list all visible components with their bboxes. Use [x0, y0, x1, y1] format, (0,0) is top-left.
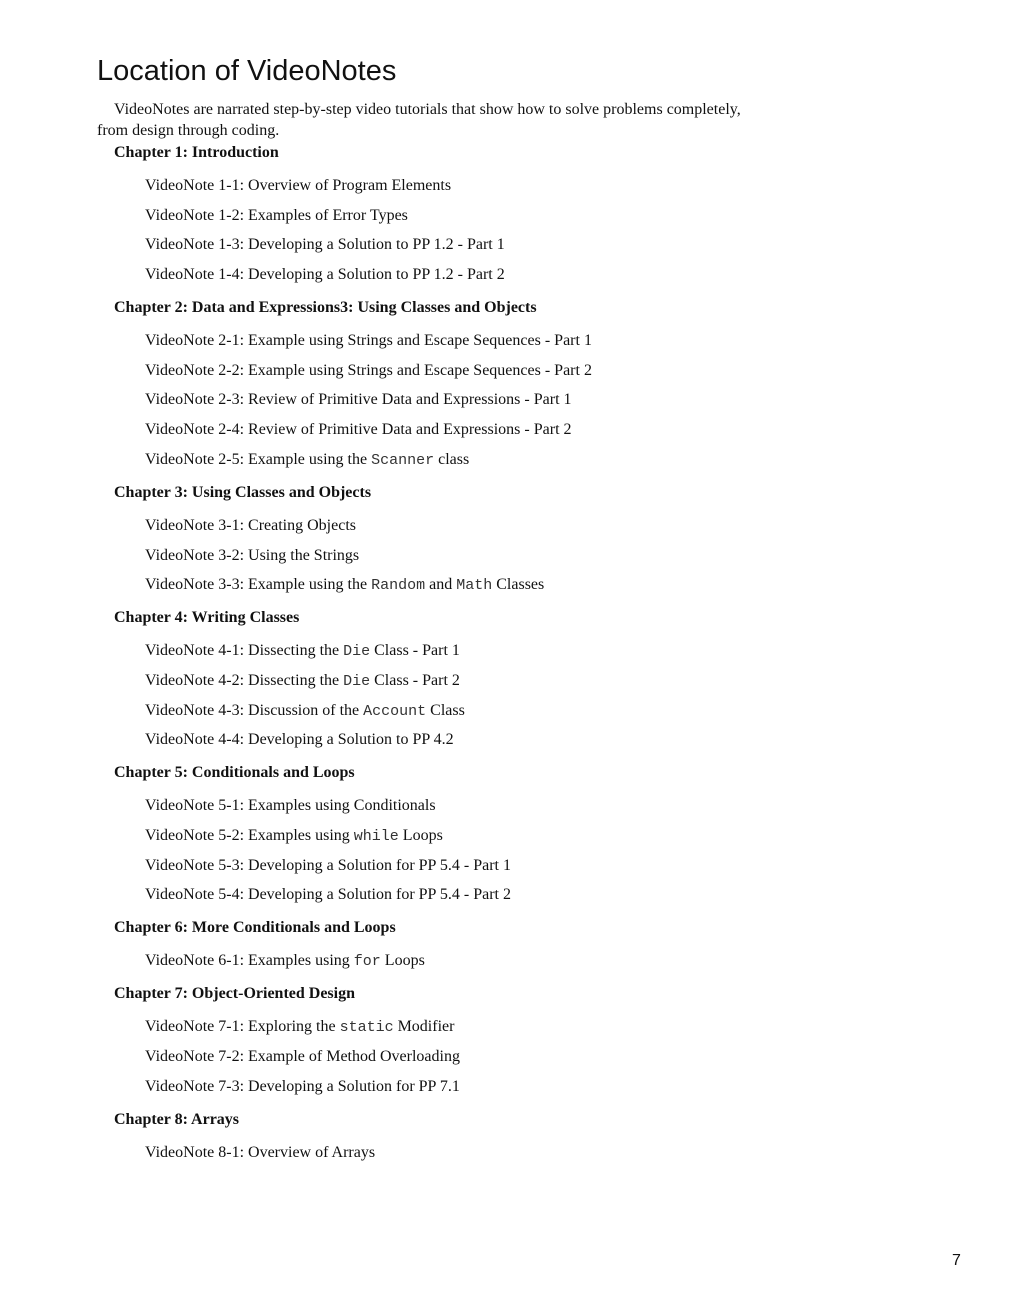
videonote-list: [114, 175, 874, 285]
videonote-text: Loops: [398, 826, 443, 844]
videonote-item: [145, 729, 874, 750]
code-term: while: [353, 827, 399, 845]
videonote-text: VideoNote 5-2: Examples using: [145, 826, 354, 844]
code-term: Scanner: [371, 451, 435, 469]
videonote-text: VideoNote 1-3: Developing a Solution to PP 1.2 - Part 1: [145, 236, 505, 254]
code-term: Math: [456, 577, 493, 595]
videonote-text: VideoNote 2-3: Review of Primitive Data and Expressions - Part 1: [145, 391, 572, 409]
videonote-text: and: [425, 576, 457, 594]
videonote-item: [145, 175, 874, 196]
videonote-text: VideoNote 5-3: Developing a Solution for PP 5.4 - Part 1: [145, 856, 511, 874]
videonote-item: [145, 449, 874, 470]
videonote-item: [145, 545, 874, 566]
code-term: static: [339, 1019, 394, 1037]
videonote-text: VideoNote 7-2: Example of Method Overloading: [145, 1048, 460, 1065]
videonote-list: [114, 795, 874, 905]
videonote-item: [145, 1016, 874, 1037]
videonote-item: [145, 795, 874, 816]
chapter-heading: Chapter 4: Writing Classes: [114, 609, 300, 627]
videonote-list: [114, 330, 874, 470]
videonote-text: VideoNote 8-1: Overview of Arrays: [145, 1143, 376, 1161]
videonote-text: VideoNote 3-1: Creating Objects: [145, 516, 356, 534]
videonote-item: [145, 670, 874, 691]
videonote-text: VideoNote 1-1: Overview of Program Elements: [145, 177, 452, 194]
videonote-item: [145, 360, 874, 381]
videonote-text: VideoNote 5-1: Examples using Conditionals: [145, 797, 436, 815]
videonote-item: [145, 855, 874, 876]
videonote-text: Loops: [380, 952, 425, 970]
videonote-item: [145, 1046, 874, 1067]
videonote-text: VideoNote 1-4: Developing a Solution to PP 1.2 - Part 2: [145, 266, 505, 284]
videonote-text: VideoNote 2-4: Review of Primitive Data and Expressions - Part 2: [145, 421, 572, 439]
videonote-text: class: [434, 450, 470, 468]
videonote-item: [145, 1142, 874, 1163]
videonote-item: [145, 205, 874, 226]
videonote-text: Class: [426, 701, 465, 719]
code-term: for: [353, 953, 381, 971]
intro-paragraph: VideoNotes are narrated step-by-step video tutorials that show how to solve problems completely, from design through coding.: [97, 101, 741, 139]
chapter-heading: Chapter 6: More Conditionals and Loops: [114, 919, 396, 937]
videonote-item: [145, 640, 874, 661]
videonote-text: Modifier: [393, 1018, 455, 1036]
code-term: Random: [371, 577, 426, 595]
chapter-heading: Chapter 3: Using Classes and Objects: [114, 483, 372, 501]
videonote-text: VideoNote 4-1: Dissecting the: [145, 642, 344, 660]
videonote-item: [145, 700, 874, 721]
videonote-item: [145, 825, 874, 846]
videonote-item: [145, 884, 874, 905]
videonote-list: [114, 1016, 874, 1096]
chapter-heading: Chapter 8: Arrays: [114, 1110, 240, 1128]
videonote-text: VideoNote 6-1: Examples using: [145, 952, 354, 970]
chapter-heading: Chapter 5: Conditionals and Loops: [114, 764, 355, 782]
videonote-item: [145, 950, 874, 971]
videonote-item: [145, 419, 874, 440]
page-title: Location of VideoNotes: [97, 55, 397, 87]
videonote-item: [145, 264, 874, 285]
videonote-list: [114, 950, 874, 971]
videonote-text: Class - Part 1: [370, 642, 460, 660]
videonote-item: [145, 574, 874, 595]
videonote-text: VideoNote 7-1: Exploring the: [145, 1018, 340, 1036]
chapter-heading: Chapter 2: Data and Expressions3: Using Classes and Objects: [114, 299, 537, 317]
videonote-list: [114, 1142, 874, 1163]
videonote-item: [145, 1076, 874, 1097]
videonote-text: VideoNote 2-1: Example using Strings and Escape Sequences - Part 1: [145, 332, 592, 350]
page-number: 7: [952, 1252, 961, 1269]
videonote-item: [145, 234, 874, 255]
videonote-text: VideoNote 1-2: Examples of Error Types: [145, 206, 408, 224]
videonote-list: [114, 515, 874, 595]
videonote-text: VideoNote 2-2: Example using Strings and Escape Sequences - Part 2: [145, 361, 592, 379]
chapter-heading: Chapter 7: Object-Oriented Design: [114, 985, 355, 1003]
videonote-text: Class - Part 2: [370, 671, 460, 689]
code-term: Account: [363, 702, 427, 720]
code-term: Die: [343, 672, 371, 690]
videonote-text: VideoNote 4-3: Discussion of the: [145, 701, 364, 719]
videonote-item: [145, 330, 874, 351]
videonote-text: VideoNote 5-4: Developing a Solution for PP 5.4 - Part 2: [145, 886, 511, 904]
videonote-item: [145, 389, 874, 410]
videonote-text: VideoNote 7-3: Developing a Solution for PP 7.1: [145, 1077, 460, 1095]
videonote-text: Classes: [492, 576, 545, 594]
videonote-text: VideoNote 3-2: Using the Strings: [145, 546, 360, 564]
videonote-text: VideoNote 4-4: Developing a Solution to PP 4.2: [145, 731, 454, 749]
videonote-item: [145, 515, 874, 536]
videonote-text: VideoNote 2-5: Example using the: [145, 450, 372, 468]
videonote-text: VideoNote 3-3: Example using the: [145, 576, 372, 594]
chapter-list: [114, 142, 874, 1175]
code-term: Die: [343, 643, 371, 661]
videonote-text: VideoNote 4-2: Dissecting the: [145, 671, 344, 689]
chapter-heading: Chapter 1: Introduction: [114, 144, 279, 161]
videonote-list: [114, 640, 874, 750]
